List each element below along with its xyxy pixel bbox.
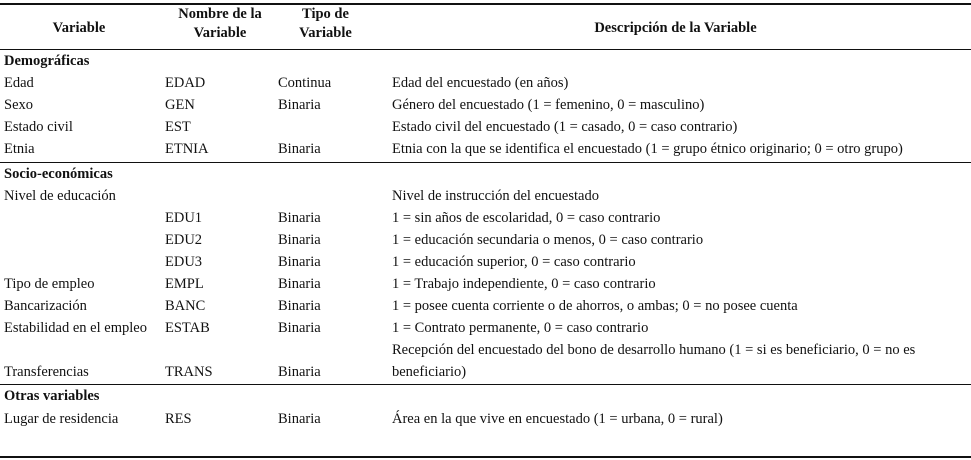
table-row bbox=[0, 295, 971, 317]
cell-descripcion: 1 = Contrato permanente, 0 = caso contrario bbox=[392, 320, 649, 336]
header-descripcion bbox=[380, 19, 971, 38]
cell-nombre: EDU2 bbox=[165, 232, 203, 248]
table-row bbox=[0, 317, 971, 339]
cell-nombre: RES bbox=[165, 411, 192, 427]
cell-tipo: Continua bbox=[278, 75, 332, 91]
cell-variable: Etnia bbox=[4, 141, 35, 157]
section-title: Socio-económicas bbox=[4, 166, 113, 182]
cell-tipo: Binaria bbox=[278, 298, 321, 314]
header-tipo-line1: Tipo de bbox=[302, 6, 349, 22]
cell-variable: Sexo bbox=[4, 97, 33, 113]
table-row bbox=[0, 207, 971, 229]
cell-tipo: Binaria bbox=[278, 141, 321, 157]
cell-variable: Estado civil bbox=[4, 119, 73, 135]
header-tipo bbox=[278, 5, 373, 43]
cell-nombre: EDU1 bbox=[165, 210, 203, 226]
cell-descripcion: Estado civil del encuestado (1 = casado, 0 = caso contrario) bbox=[392, 119, 738, 135]
header-variable bbox=[4, 13, 154, 38]
cell-descripcion: Etnia con la que se identifica el encuestado (1 = grupo étnico originario; 0 = otro grupo) bbox=[392, 141, 903, 157]
section-heading bbox=[0, 385, 971, 407]
cell-variable: Lugar de residencia bbox=[4, 411, 119, 427]
cell-nombre: TRANS bbox=[165, 364, 213, 380]
cell-descripcion: 1 = Trabajo independiente, 0 = caso contrario bbox=[392, 276, 656, 292]
cell-variable: Edad bbox=[4, 75, 34, 91]
table-row bbox=[0, 116, 971, 138]
cell-variable: Transferencias bbox=[4, 364, 89, 380]
cell-descripcion: Recepción del encuestado del bono de desarrollo humano (1 = si es beneficiario, 0 = no es bbox=[392, 342, 916, 358]
header-variable-text: Variable bbox=[52, 20, 106, 36]
cell-descripcion: Edad del encuestado (en años) bbox=[392, 75, 569, 91]
section-heading bbox=[0, 50, 971, 72]
header-nombre bbox=[160, 5, 280, 43]
cell-variable: Tipo de empleo bbox=[4, 276, 95, 292]
table-row bbox=[0, 339, 971, 383]
table-row bbox=[0, 408, 971, 430]
cell-nombre: EMPL bbox=[165, 276, 204, 292]
cell-tipo: Binaria bbox=[278, 364, 321, 380]
cell-descripcion-cont: beneficiario) bbox=[392, 364, 467, 380]
table-row bbox=[0, 72, 971, 94]
cell-descripcion: Área en la que vive en encuestado (1 = urbana, 0 = rural) bbox=[392, 411, 723, 427]
cell-tipo: Binaria bbox=[278, 210, 321, 226]
top-rule bbox=[0, 3, 971, 5]
cell-descripcion: 1 = educación secundaria o menos, 0 = caso contrario bbox=[392, 232, 704, 248]
cell-nombre: ESTAB bbox=[165, 320, 210, 336]
cell-descripcion: Género del encuestado (1 = femenino, 0 = masculino) bbox=[392, 97, 705, 113]
cell-descripcion: Nivel de instrucción del encuestado bbox=[392, 188, 599, 204]
cell-nombre: BANC bbox=[165, 298, 206, 314]
cell-tipo: Binaria bbox=[278, 320, 321, 336]
cell-variable: Estabilidad en el empleo bbox=[4, 320, 147, 336]
cell-nombre: EDAD bbox=[165, 75, 206, 91]
header-descripcion-text: Descripción de la Variable bbox=[594, 20, 757, 36]
cell-tipo: Binaria bbox=[278, 97, 321, 113]
table-row bbox=[0, 138, 971, 160]
section-title: Demográficas bbox=[4, 53, 90, 69]
cell-nombre: ETNIA bbox=[165, 141, 209, 157]
cell-variable: Bancarización bbox=[4, 298, 87, 314]
cell-descripcion: 1 = sin años de escolaridad, 0 = caso contrario bbox=[392, 210, 661, 226]
table-row bbox=[0, 94, 971, 116]
header-tipo-line2: Variable bbox=[299, 25, 352, 41]
cell-nombre: EDU3 bbox=[165, 254, 203, 270]
section-heading bbox=[0, 163, 971, 185]
header-nombre-line1: Nombre de la bbox=[178, 6, 262, 22]
cell-descripcion: 1 = posee cuenta corriente o de ahorros, o ambas; 0 = no posee cuenta bbox=[392, 298, 798, 314]
cell-variable: Nivel de educación bbox=[4, 188, 116, 204]
cell-nombre: GEN bbox=[165, 97, 195, 113]
section-title: Otras variables bbox=[4, 388, 100, 404]
table-row bbox=[0, 229, 971, 251]
table-row bbox=[0, 185, 971, 207]
cell-tipo: Binaria bbox=[278, 232, 321, 248]
cell-tipo: Binaria bbox=[278, 276, 321, 292]
cell-tipo: Binaria bbox=[278, 254, 321, 270]
cell-tipo: Binaria bbox=[278, 411, 321, 427]
table-row bbox=[0, 273, 971, 295]
header-nombre-line2: Variable bbox=[193, 25, 247, 41]
cell-nombre: EST bbox=[165, 119, 191, 135]
bottom-rule bbox=[0, 456, 971, 458]
cell-descripcion: 1 = educación superior, 0 = caso contrario bbox=[392, 254, 636, 270]
table-row bbox=[0, 251, 971, 273]
